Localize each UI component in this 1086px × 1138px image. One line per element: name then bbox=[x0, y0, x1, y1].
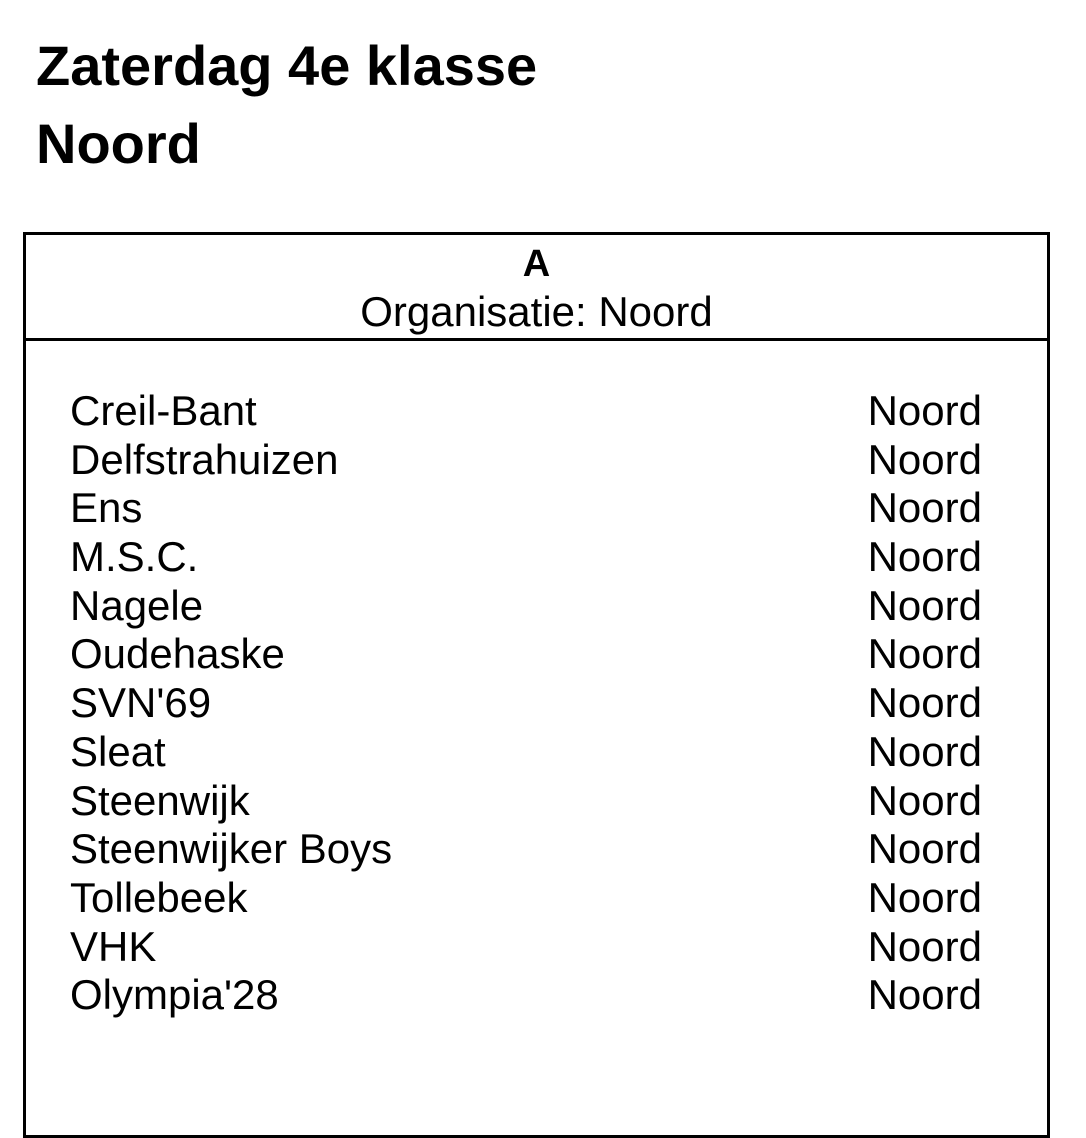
team-region: Noord bbox=[867, 533, 982, 581]
team-name: Oudehaske bbox=[70, 630, 285, 678]
group-header bbox=[26, 235, 1047, 341]
team-row bbox=[70, 971, 982, 1020]
team-row bbox=[70, 582, 982, 631]
team-row bbox=[70, 777, 982, 826]
team-region: Noord bbox=[867, 484, 982, 532]
team-name: VHK bbox=[70, 922, 157, 970]
team-region: Noord bbox=[867, 727, 982, 775]
team-region: Noord bbox=[867, 387, 982, 434]
team-region: Noord bbox=[867, 581, 982, 629]
team-row bbox=[70, 436, 982, 485]
team-row bbox=[70, 923, 982, 972]
group-letter: A bbox=[522, 243, 551, 285]
group-box bbox=[23, 232, 1050, 1138]
team-name: M.S.C. bbox=[70, 533, 199, 581]
team-row bbox=[70, 533, 982, 582]
team-row bbox=[70, 874, 982, 923]
team-row bbox=[70, 484, 982, 533]
team-row bbox=[70, 679, 982, 728]
team-region: Noord bbox=[867, 922, 982, 970]
team-row bbox=[70, 728, 982, 777]
team-region: Noord bbox=[867, 873, 982, 921]
team-row bbox=[70, 825, 982, 874]
team-region: Noord bbox=[867, 435, 982, 483]
page-title: Zaterdag 4e klasse bbox=[36, 34, 538, 97]
team-name: Nagele bbox=[70, 581, 204, 629]
page-subtitle: Noord bbox=[36, 112, 201, 175]
team-name: Sleat bbox=[70, 727, 166, 775]
team-name: Delfstrahuizen bbox=[70, 435, 339, 483]
team-row bbox=[70, 630, 982, 679]
team-name: Tollebeek bbox=[70, 873, 248, 921]
team-list bbox=[70, 387, 982, 1020]
team-name: Steenwijker Boys bbox=[70, 825, 393, 873]
team-region: Noord bbox=[867, 971, 982, 1019]
team-name: Creil-Bant bbox=[70, 387, 257, 434]
team-row bbox=[70, 387, 982, 436]
team-region: Noord bbox=[867, 825, 982, 873]
team-region: Noord bbox=[867, 630, 982, 678]
team-region: Noord bbox=[867, 776, 982, 824]
team-name: Olympia'28 bbox=[70, 971, 279, 1019]
team-region: Noord bbox=[867, 679, 982, 727]
team-name: Ens bbox=[70, 484, 143, 532]
team-name: SVN'69 bbox=[70, 679, 212, 727]
team-name: Steenwijk bbox=[70, 776, 250, 824]
group-organisation: Organisatie: Noord bbox=[360, 288, 713, 335]
